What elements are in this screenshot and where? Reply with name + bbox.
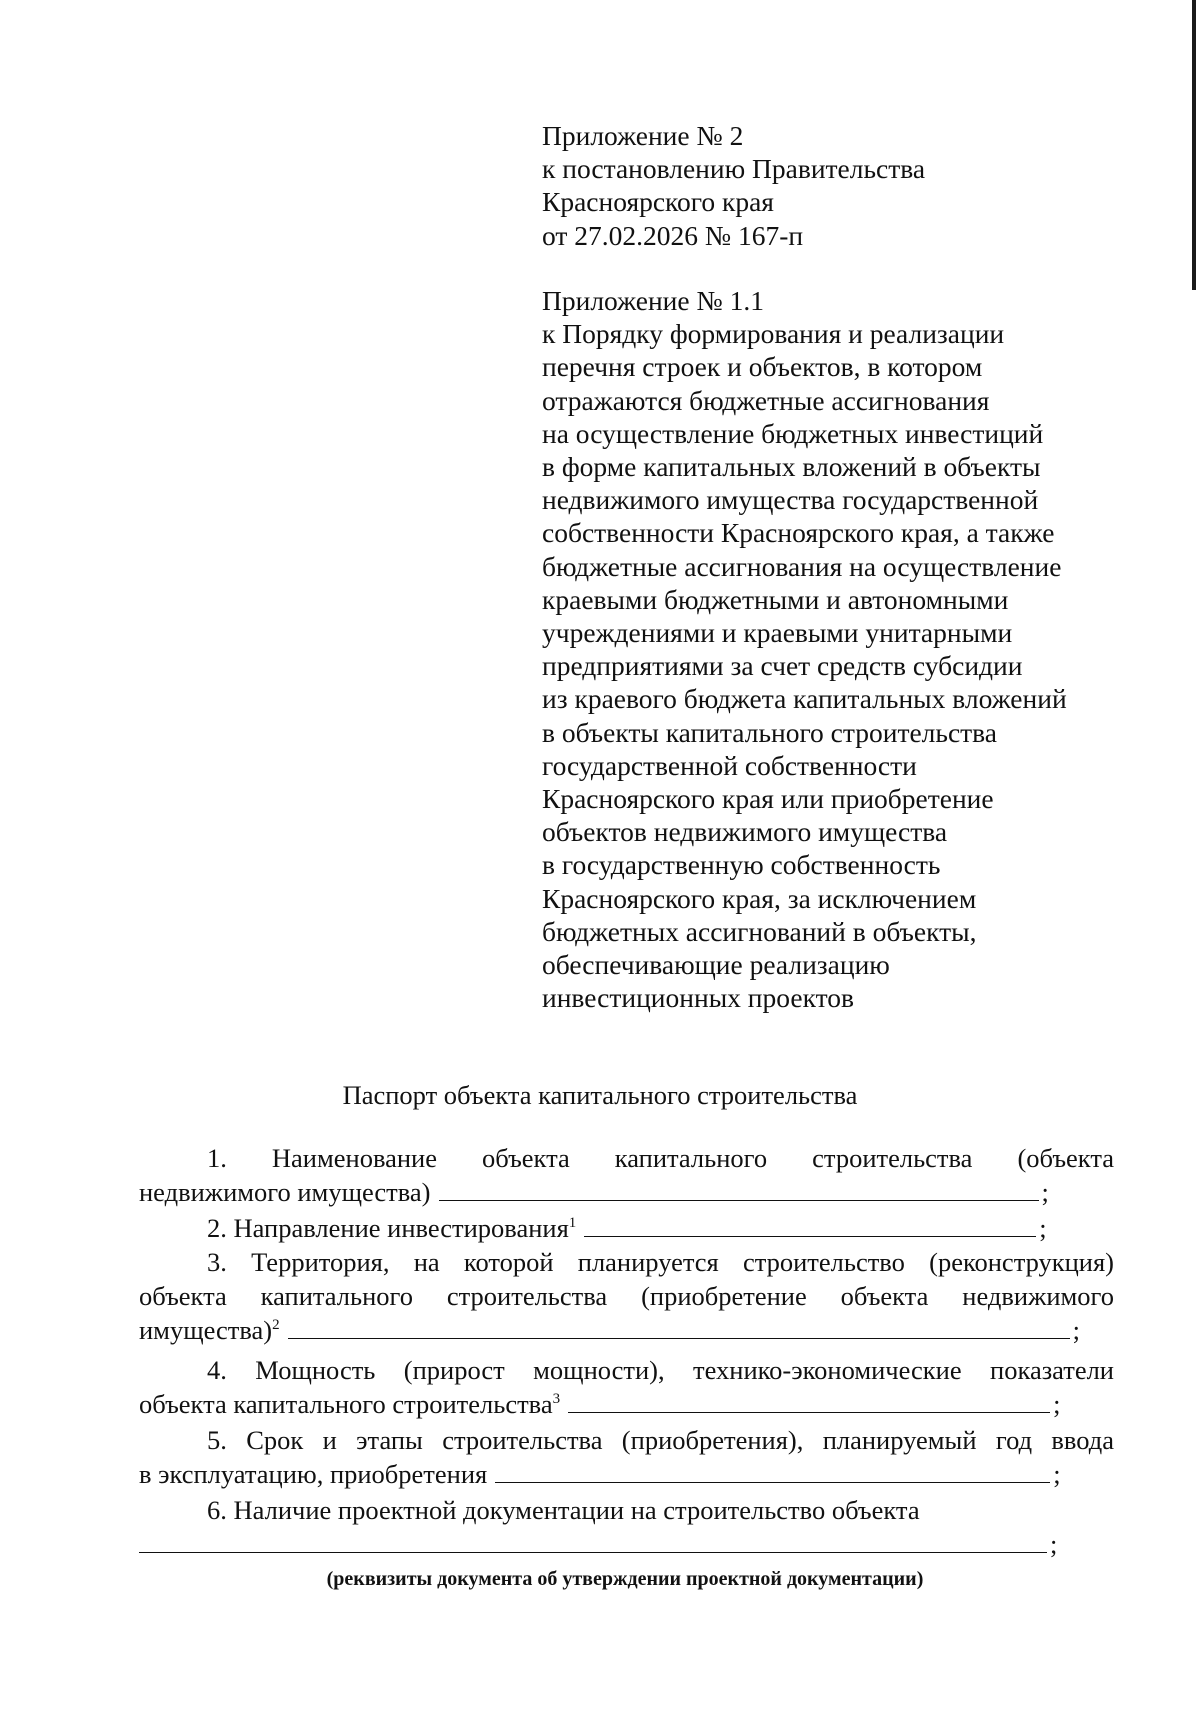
item-3-line-1: 3. Территория, на которой планируется строительство (реконструкция) — [207, 1247, 1114, 1277]
appendix-2-line: к постановлению Правительства — [542, 153, 926, 185]
item-6-end: ; — [1050, 1529, 1058, 1559]
item-3-text: имущества) — [139, 1315, 273, 1345]
item-4-line-2 — [139, 1387, 1114, 1421]
appendix-1-1-line: к Порядку формирования и реализации — [542, 318, 1005, 350]
appendix-1-1-line: Красноярского края или приобретение — [542, 783, 994, 815]
appendix-2-line: Красноярского края — [542, 186, 774, 218]
appendix-1-1-line: на осуществление бюджетных инвестиций — [542, 417, 1044, 449]
appendix-1-1-line: учреждениями и краевыми унитарными — [542, 617, 1013, 649]
item-3-end: ; — [1072, 1315, 1080, 1345]
appendix-1-1-line: инвестиционных проектов — [542, 982, 854, 1014]
appendix-1-1-header — [542, 284, 1067, 1014]
item-6-blank-field[interactable] — [139, 1530, 1047, 1553]
item-2-end: ; — [1039, 1213, 1047, 1243]
appendix-1-1-line: в государственную собственность — [542, 849, 941, 881]
appendix-1-1-line: в объекты капитального строительства — [542, 716, 997, 748]
passport-item-1 — [139, 1141, 1114, 1209]
item-4-blank-field[interactable] — [568, 1390, 1050, 1413]
item-2-line-1 — [139, 1211, 1114, 1245]
item-5-line-1: 5. Срок и этапы строительства (приобретения), планируемый год ввода — [207, 1425, 1114, 1455]
passport-item-2 — [139, 1211, 1114, 1245]
appendix-1-1-line: предприятиями за счет средств субсидии — [542, 650, 1023, 682]
item-3-line-2: объекта капитального строительства (приобретение объекта недвижимого — [139, 1281, 1114, 1311]
passport-item-4 — [139, 1353, 1114, 1421]
appendix-2-header — [542, 119, 925, 252]
appendix-1-1-line: краевыми бюджетными и автономными — [542, 583, 1009, 615]
item-1-blank-field[interactable] — [439, 1178, 1039, 1201]
item-5-line-2 — [139, 1457, 1114, 1491]
item-3-line-3 — [139, 1313, 1114, 1347]
item-2-blank-field[interactable] — [584, 1214, 1036, 1237]
appendix-1-1-line: обеспечивающие реализацию — [542, 949, 890, 981]
passport-item-3 — [139, 1245, 1114, 1347]
appendix-1-1-line: государственной собственности — [542, 749, 917, 781]
item-5-text: в эксплуатацию, приобретения — [139, 1459, 488, 1489]
item-2-text: 2. Направление инвестирования — [207, 1213, 569, 1243]
item-6-line-2 — [139, 1527, 1114, 1561]
appendix-1-1-line: в форме капитальных вложений в объекты — [542, 451, 1041, 483]
footnote-ref-2: 2 — [272, 1317, 280, 1334]
appendix-2-line: Приложение № 2 — [542, 120, 744, 151]
footnote-ref-3: 3 — [552, 1391, 561, 1408]
passport-item-6 — [139, 1493, 1114, 1561]
item-1-text: недвижимого имущества) — [139, 1177, 431, 1207]
item-5-end: ; — [1053, 1459, 1061, 1489]
appendix-1-1-line: Приложение № 1.1 — [542, 285, 764, 316]
appendix-1-1-line: собственности Красноярского края, а также — [542, 517, 1055, 549]
appendix-1-1-line: Красноярского края, за исключением — [542, 882, 977, 914]
appendix-1-1-line: объектов недвижимого имущества — [542, 816, 948, 848]
item-1-end: ; — [1041, 1177, 1049, 1207]
item-1-line-2 — [139, 1175, 1114, 1209]
appendix-1-1-line: недвижимого имущества государственной — [542, 484, 1039, 516]
appendix-1-1-line: отражаются бюджетные ассигнования — [542, 384, 990, 416]
item-4-line-1: 4. Мощность (прирост мощности), технико-экономические показатели — [207, 1355, 1114, 1385]
scan-edge-mark — [1192, 0, 1196, 290]
item-4-end: ; — [1053, 1389, 1061, 1419]
item-4-text: объекта капитального строительства — [139, 1389, 553, 1419]
footnote-ref-1: 1 — [568, 1215, 577, 1232]
item-5-blank-field[interactable] — [495, 1460, 1050, 1483]
item-3-blank-field[interactable] — [288, 1316, 1070, 1339]
item-1-line-1: 1. Наименование объекта капитального строительства (объекта — [207, 1143, 1114, 1173]
appendix-1-1-line: бюджетные ассигнования на осуществление — [542, 550, 1062, 582]
passport-item-5 — [139, 1423, 1114, 1491]
appendix-1-1-line: перечня строек и объектов, в котором — [542, 351, 983, 383]
item-6-line-1: 6. Наличие проектной документации на строительство объекта — [207, 1495, 920, 1525]
passport-title: Паспорт объекта капитального строительства — [342, 1080, 858, 1110]
appendix-1-1-line: бюджетных ассигнований в объекты, — [542, 915, 977, 947]
appendix-1-1-line: из краевого бюджета капитальных вложений — [542, 683, 1067, 715]
appendix-2-line: от 27.02.2026 № 167-п — [542, 219, 804, 251]
field-caption: (реквизиты документа об утверждении проектной документации) — [326, 1568, 924, 1590]
